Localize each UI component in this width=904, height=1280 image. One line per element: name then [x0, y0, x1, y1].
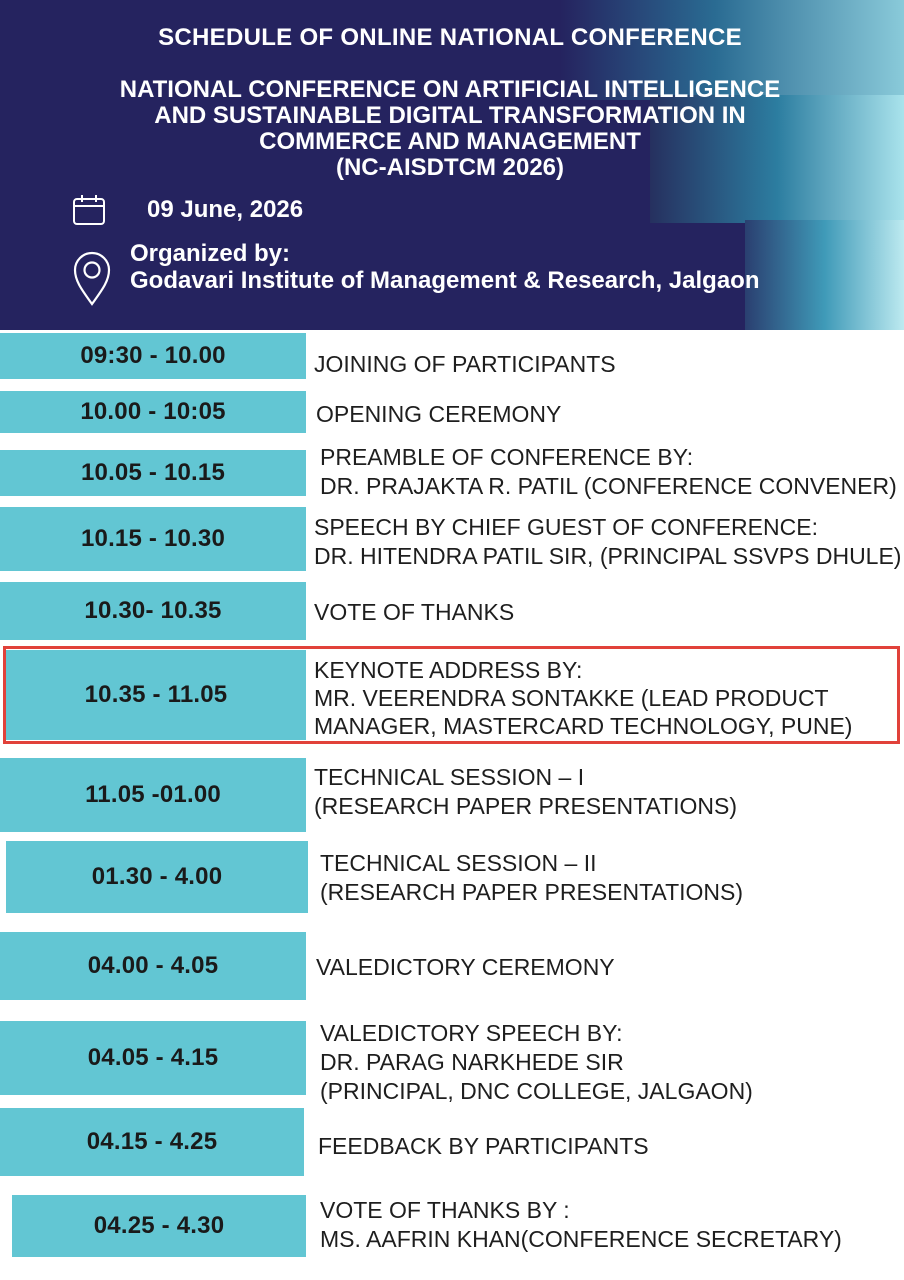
session-description — [314, 513, 901, 571]
session-line: DR. HITENDRA PATIL SIR, (PRINCIPAL SSVPS DHULE) — [314, 543, 902, 569]
time-slot: 10.00 - 10:05 — [0, 391, 306, 433]
session-line: VALEDICTORY CEREMONY — [316, 954, 615, 980]
time-slot: 11.05 -01.00 — [0, 758, 306, 832]
page-title: SCHEDULE OF ONLINE NATIONAL CONFERENCE — [158, 24, 742, 51]
session-line: MANAGER, MASTERCARD TECHNOLOGY, PUNE) — [314, 713, 853, 739]
header-banner — [0, 0, 904, 330]
location-pin-icon — [72, 250, 112, 306]
session-description — [318, 1132, 649, 1161]
time-slot: 04.05 - 4.15 — [0, 1021, 306, 1095]
highlight-box — [3, 646, 900, 744]
session-line: (PRINCIPAL, DNC COLLEGE, JALGAON) — [320, 1078, 753, 1104]
session-line: DR. PRAJAKTA R. PATIL (CONFERENCE CONVENER) — [320, 473, 897, 499]
session-line: TECHNICAL SESSION – II — [320, 850, 597, 876]
conference-name-line: (NC-AISDTCM 2026) — [335, 154, 565, 181]
conference-name-line: COMMERCE AND MANAGEMENT — [259, 128, 641, 155]
time-slot: 10.35 - 11.05 — [6, 650, 306, 740]
session-line: (RESEARCH PAPER PRESENTATIONS) — [320, 879, 744, 905]
calendar-icon — [72, 194, 106, 226]
conference-name-line: NATIONAL CONFERENCE ON ARTIFICIAL INTELLIGENCE — [119, 76, 781, 103]
time-slot: 04.25 - 4.30 — [12, 1195, 306, 1257]
time-slot: 09:30 - 10.00 — [0, 333, 306, 379]
session-line: TECHNICAL SESSION – I — [314, 764, 585, 790]
session-description — [316, 400, 561, 429]
conference-date: 09 June, 2026 — [147, 196, 304, 223]
time-slot: 04.00 - 4.05 — [0, 932, 306, 1000]
conference-name-line: AND SUSTAINABLE DIGITAL TRANSFORMATION IN — [154, 102, 746, 129]
session-description — [320, 1196, 842, 1254]
session-line: (RESEARCH PAPER PRESENTATIONS) — [314, 793, 738, 819]
session-line: PREAMBLE OF CONFERENCE BY: — [320, 444, 694, 470]
decorative-gradient — [745, 220, 904, 330]
time-slot: 10.30- 10.35 — [0, 582, 306, 640]
conference-name — [0, 77, 900, 181]
session-line: DR. PARAG NARKHEDE SIR — [320, 1049, 624, 1075]
time-slot: 04.15 - 4.25 — [0, 1108, 304, 1176]
session-line: VOTE OF THANKS BY : — [320, 1197, 570, 1223]
session-line: OPENING CEREMONY — [316, 401, 562, 427]
session-line: VALEDICTORY SPEECH BY: — [320, 1020, 623, 1046]
session-line: MS. AAFRIN KHAN(CONFERENCE SECRETARY) — [320, 1226, 842, 1252]
time-slot: 10.05 - 10.15 — [0, 450, 306, 496]
session-description — [320, 1019, 753, 1106]
session-description — [316, 953, 615, 982]
session-description — [314, 350, 616, 379]
session-line: KEYNOTE ADDRESS BY: — [314, 657, 583, 683]
session-description — [314, 763, 737, 821]
time-slot: 01.30 - 4.00 — [6, 841, 308, 913]
organizer-name: Godavari Institute of Management & Research, Jalgaon — [130, 267, 760, 294]
organized-by-label: Organized by: — [130, 240, 291, 267]
session-line: SPEECH BY CHIEF GUEST OF CONFERENCE: — [314, 514, 818, 540]
session-line: FEEDBACK BY PARTICIPANTS — [318, 1133, 649, 1159]
session-description — [314, 598, 514, 627]
session-description — [320, 443, 897, 501]
session-line: JOINING OF PARTICIPANTS — [314, 351, 616, 377]
time-slot: 10.15 - 10.30 — [0, 507, 306, 571]
session-line: MR. VEERENDRA SONTAKKE (LEAD PRODUCT — [314, 685, 829, 711]
session-line: VOTE OF THANKS — [314, 599, 515, 625]
session-description — [320, 849, 743, 907]
